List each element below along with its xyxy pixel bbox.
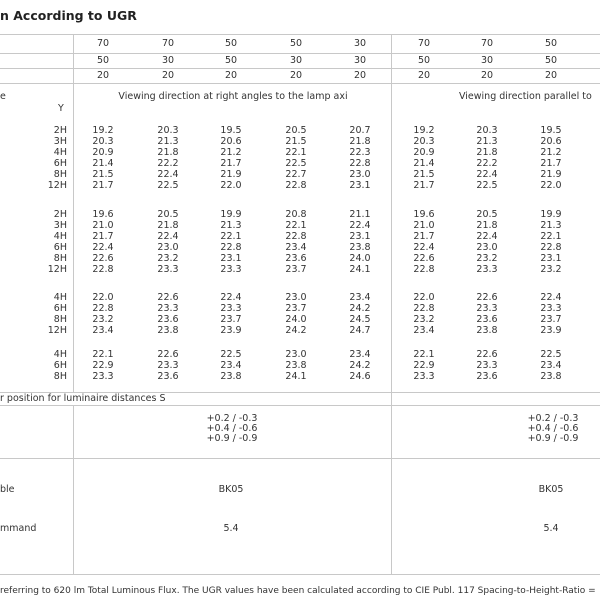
ugr-value-cell: 21.3 xyxy=(476,135,498,147)
ugr-value-cell: 22.4 xyxy=(476,230,498,242)
ugr-value-cell: 22.1 xyxy=(413,349,435,360)
reflectance-cell: 20 xyxy=(480,70,494,81)
correction-value: +0.4 / -0.6 xyxy=(206,423,258,434)
ugr-value-cell: 23.3 xyxy=(476,359,498,371)
reflectance-cell: 70 xyxy=(480,38,494,49)
view-right-angles-label: Viewing direction at right angles to the lamp axi xyxy=(118,91,348,102)
ugr-value-cell: 23.1 xyxy=(220,252,242,264)
reflectance-cell: 20 xyxy=(161,70,175,81)
room-y-value: 12H xyxy=(47,263,67,275)
reflectance-cell: 20 xyxy=(289,70,303,81)
ugr-value-cell: 22.9 xyxy=(413,359,435,371)
ugr-value-cell: 23.8 xyxy=(349,241,371,253)
room-y-value: 6H xyxy=(53,302,67,314)
ugr-value-cell: 23.8 xyxy=(285,359,307,371)
room-y-value: 8H xyxy=(53,370,67,382)
room-y-value: 3H xyxy=(53,219,67,231)
ugr-value-cell: 24.0 xyxy=(285,313,307,325)
ugr-value-cell: 22.1 xyxy=(540,230,562,242)
ugr-value-cell: 24.6 xyxy=(349,370,371,382)
ugr-value-cell: 19.9 xyxy=(540,209,562,220)
ugr-value-cell: 23.2 xyxy=(540,263,562,275)
ugr-value-cell: 22.4 xyxy=(220,292,242,303)
ugr-value-cell: 21.3 xyxy=(540,219,562,231)
divider xyxy=(0,34,600,35)
ugr-value-cell: 23.6 xyxy=(157,313,179,325)
summand-value-right: 5.4 xyxy=(223,523,239,534)
ugr-value-cell: 23.8 xyxy=(540,370,562,382)
ugr-value-cell: 22.5 xyxy=(157,179,179,191)
ugr-value-cell: 20.8 xyxy=(285,209,307,220)
ugr-value-cell: 22.4 xyxy=(413,241,435,253)
ugr-value-cell: 21.0 xyxy=(413,219,435,231)
correction-value: +0.4 / -0.6 xyxy=(527,423,579,434)
room-y-value: 4H xyxy=(53,349,67,360)
ugr-value-cell: 21.8 xyxy=(349,135,371,147)
room-size-label: e xyxy=(0,91,6,102)
ugr-value-cell: 19.6 xyxy=(413,209,435,220)
divider xyxy=(0,458,600,459)
ugr-value-cell: 19.5 xyxy=(220,125,242,136)
ugr-value-cell: 19.2 xyxy=(413,125,435,136)
ugr-value-cell: 19.2 xyxy=(92,125,114,136)
ugr-value-cell: 22.1 xyxy=(285,146,307,158)
reflectance-cell: 30 xyxy=(353,38,367,49)
ugr-value-cell: 24.1 xyxy=(349,263,371,275)
ugr-value-cell: 23.3 xyxy=(540,302,562,314)
correction-value: +0.9 / -0.9 xyxy=(206,433,258,444)
ugr-value-cell: 23.0 xyxy=(349,168,371,180)
ugr-value-cell: 20.9 xyxy=(92,146,114,158)
ugr-value-cell: 21.7 xyxy=(413,230,435,242)
ugr-value-cell: 23.0 xyxy=(476,241,498,253)
ugr-value-cell: 22.9 xyxy=(92,359,114,371)
ugr-value-cell: 23.3 xyxy=(413,370,435,382)
ugr-value-cell: 24.2 xyxy=(285,324,307,336)
ugr-value-cell: 23.4 xyxy=(285,241,307,253)
divider xyxy=(0,574,600,575)
ugr-value-cell: 22.4 xyxy=(157,168,179,180)
ugr-value-cell: 21.8 xyxy=(476,146,498,158)
ugr-value-cell: 20.5 xyxy=(285,125,307,136)
ugr-value-cell: 21.0 xyxy=(92,219,114,231)
ugr-value-cell: 22.5 xyxy=(285,157,307,169)
column-divider xyxy=(73,405,74,574)
ugr-value-cell: 20.6 xyxy=(220,135,242,147)
ugr-value-cell: 21.8 xyxy=(157,219,179,231)
correction-value: +0.2 / -0.3 xyxy=(527,413,579,424)
room-y-value: 4H xyxy=(53,146,67,158)
divider xyxy=(0,68,600,69)
ugr-value-cell: 23.1 xyxy=(540,252,562,264)
ugr-value-cell: 22.6 xyxy=(92,252,114,264)
ugr-value-cell: 22.1 xyxy=(220,230,242,242)
ugr-value-cell: 23.3 xyxy=(92,370,114,382)
ugr-value-cell: 23.3 xyxy=(220,302,242,314)
room-y-value: 8H xyxy=(53,168,67,180)
ugr-value-cell: 20.5 xyxy=(157,209,179,220)
ugr-value-cell: 21.5 xyxy=(92,168,114,180)
ugr-value-cell: 20.9 xyxy=(413,146,435,158)
column-divider xyxy=(391,34,392,574)
ugr-value-cell: 19.9 xyxy=(220,209,242,220)
ugr-value-cell: 21.3 xyxy=(157,135,179,147)
ugr-value-cell: 23.3 xyxy=(476,263,498,275)
reflectance-cell: 50 xyxy=(544,38,558,49)
room-y-value: 12H xyxy=(47,179,67,191)
ugr-value-cell: 20.5 xyxy=(476,209,498,220)
ugr-value-cell: 19.5 xyxy=(540,125,562,136)
ugr-value-cell: 21.5 xyxy=(413,168,435,180)
ugr-value-cell: 22.3 xyxy=(349,146,371,158)
ugr-value-cell: 22.8 xyxy=(92,263,114,275)
reflectance-cell: 50 xyxy=(224,38,238,49)
table-label: ble xyxy=(0,484,15,495)
ugr-value-cell: 23.4 xyxy=(220,359,242,371)
summand-value-parallel: 5.4 xyxy=(543,523,559,534)
divider xyxy=(0,53,600,54)
ugr-value-cell: 24.7 xyxy=(349,324,371,336)
reflectance-cell: 50 xyxy=(96,55,110,66)
ugr-value-cell: 23.4 xyxy=(349,349,371,360)
ugr-value-cell: 22.4 xyxy=(92,241,114,253)
reflectance-cell: 70 xyxy=(96,38,110,49)
ugr-value-cell: 23.4 xyxy=(540,359,562,371)
ugr-value-cell: 23.3 xyxy=(157,359,179,371)
ugr-value-cell: 23.8 xyxy=(157,324,179,336)
view-parallel-label: Viewing direction parallel to xyxy=(459,91,592,102)
ugr-value-cell: 23.7 xyxy=(285,302,307,314)
ugr-value-cell: 22.4 xyxy=(540,292,562,303)
ugr-value-cell: 21.4 xyxy=(92,157,114,169)
room-y-value: 12H xyxy=(47,324,67,336)
table-value-right: BK05 xyxy=(218,484,244,495)
ugr-value-cell: 22.0 xyxy=(92,292,114,303)
ugr-value-cell: 22.6 xyxy=(413,252,435,264)
ugr-value-cell: 23.4 xyxy=(92,324,114,336)
reflectance-cell: 30 xyxy=(353,55,367,66)
ugr-value-cell: 24.1 xyxy=(285,370,307,382)
ugr-value-cell: 21.1 xyxy=(349,209,371,220)
reflectance-cell: 20 xyxy=(353,70,367,81)
ugr-value-cell: 23.6 xyxy=(476,370,498,382)
ugr-value-cell: 23.4 xyxy=(349,292,371,303)
ugr-value-cell: 23.4 xyxy=(413,324,435,336)
ugr-value-cell: 20.3 xyxy=(92,135,114,147)
room-y-value: 4H xyxy=(53,230,67,242)
ugr-value-cell: 21.7 xyxy=(220,157,242,169)
ugr-value-cell: 21.2 xyxy=(540,146,562,158)
ugr-value-cell: 20.3 xyxy=(413,135,435,147)
ugr-value-cell: 22.8 xyxy=(220,241,242,253)
ugr-value-cell: 22.7 xyxy=(285,168,307,180)
ugr-value-cell: 23.6 xyxy=(285,252,307,264)
reflectance-cell: 70 xyxy=(161,38,175,49)
ugr-value-cell: 23.3 xyxy=(157,302,179,314)
summand-label: mmand xyxy=(0,523,37,534)
ugr-value-cell: 23.6 xyxy=(476,313,498,325)
reflectance-cell: 50 xyxy=(224,55,238,66)
footnote: referring to 620 lm Total Luminous Flux. The UGR values have been calculated according to CIE Publ. 117 Spacing-to-Height-Ratio = xyxy=(0,586,596,596)
ugr-value-cell: 22.6 xyxy=(157,292,179,303)
ugr-value-cell: 22.8 xyxy=(92,302,114,314)
ugr-value-cell: 22.0 xyxy=(220,179,242,191)
ugr-value-cell: 20.7 xyxy=(349,125,371,136)
correction-value: +0.9 / -0.9 xyxy=(527,433,579,444)
room-y-value: 8H xyxy=(53,252,67,264)
ugr-value-cell: 22.4 xyxy=(476,168,498,180)
ugr-value-cell: 22.6 xyxy=(476,292,498,303)
correction-value: +0.2 / -0.3 xyxy=(206,413,258,424)
ugr-value-cell: 21.7 xyxy=(92,230,114,242)
ugr-value-cell: 21.2 xyxy=(220,146,242,158)
room-y-value: 6H xyxy=(53,241,67,253)
ugr-value-cell: 22.8 xyxy=(413,263,435,275)
reflectance-cell: 50 xyxy=(544,55,558,66)
reflectance-cell: 20 xyxy=(224,70,238,81)
ugr-value-cell: 23.0 xyxy=(285,349,307,360)
ugr-value-cell: 22.0 xyxy=(540,179,562,191)
ugr-value-cell: 20.3 xyxy=(157,125,179,136)
observer-note: r position for luminaire distances S xyxy=(0,393,166,404)
ugr-value-cell: 24.2 xyxy=(349,302,371,314)
ugr-value-cell: 21.3 xyxy=(220,219,242,231)
reflectance-cell: 70 xyxy=(417,38,431,49)
ugr-value-cell: 22.8 xyxy=(413,302,435,314)
divider xyxy=(0,83,600,84)
ugr-value-cell: 23.9 xyxy=(220,324,242,336)
room-y-value: 4H xyxy=(53,292,67,303)
table-value-parallel: BK05 xyxy=(538,484,564,495)
ugr-value-cell: 23.2 xyxy=(92,313,114,325)
reflectance-cell: 30 xyxy=(161,55,175,66)
ugr-value-cell: 22.0 xyxy=(413,292,435,303)
ugr-value-cell: 22.6 xyxy=(157,349,179,360)
ugr-value-cell: 24.5 xyxy=(349,313,371,325)
ugr-value-cell: 23.1 xyxy=(349,230,371,242)
reflectance-cell: 20 xyxy=(96,70,110,81)
reflectance-cell: 50 xyxy=(417,55,431,66)
reflectance-cell: 20 xyxy=(544,70,558,81)
ugr-value-cell: 23.6 xyxy=(157,370,179,382)
ugr-value-cell: 23.8 xyxy=(476,324,498,336)
ugr-value-cell: 22.2 xyxy=(476,157,498,169)
ugr-value-cell: 22.1 xyxy=(92,349,114,360)
ugr-value-cell: 23.1 xyxy=(349,179,371,191)
ugr-value-cell: 20.3 xyxy=(476,125,498,136)
ugr-value-cell: 21.7 xyxy=(540,157,562,169)
ugr-value-cell: 22.8 xyxy=(349,157,371,169)
ugr-value-cell: 23.2 xyxy=(157,252,179,264)
ugr-value-cell: 22.8 xyxy=(285,230,307,242)
room-y-value: 3H xyxy=(53,135,67,147)
reflectance-cell: 30 xyxy=(289,55,303,66)
ugr-value-cell: 21.8 xyxy=(157,146,179,158)
room-y-value: 6H xyxy=(53,359,67,371)
ugr-value-cell: 23.2 xyxy=(413,313,435,325)
ugr-value-cell: 23.0 xyxy=(157,241,179,253)
ugr-value-cell: 23.7 xyxy=(220,313,242,325)
ugr-value-cell: 21.9 xyxy=(540,168,562,180)
ugr-value-cell: 23.3 xyxy=(157,263,179,275)
ugr-value-cell: 22.4 xyxy=(349,219,371,231)
ugr-value-cell: 21.7 xyxy=(92,179,114,191)
ugr-value-cell: 22.8 xyxy=(540,241,562,253)
ugr-value-cell: 21.4 xyxy=(413,157,435,169)
room-y-value: 6H xyxy=(53,157,67,169)
ugr-value-cell: 22.5 xyxy=(476,179,498,191)
ugr-value-cell: 21.5 xyxy=(285,135,307,147)
ugr-value-cell: 21.8 xyxy=(476,219,498,231)
ugr-value-cell: 20.6 xyxy=(540,135,562,147)
ugr-value-cell: 23.7 xyxy=(285,263,307,275)
ugr-value-cell: 23.3 xyxy=(220,263,242,275)
room-y-value: 8H xyxy=(53,313,67,325)
room-y-value: 2H xyxy=(53,125,67,136)
ugr-value-cell: 22.5 xyxy=(540,349,562,360)
table-title: n According to UGR xyxy=(0,8,137,23)
ugr-value-cell: 22.4 xyxy=(157,230,179,242)
ugr-value-cell: 24.2 xyxy=(349,359,371,371)
ugr-value-cell: 23.3 xyxy=(476,302,498,314)
reflectance-cell: 20 xyxy=(417,70,431,81)
ugr-value-cell: 22.2 xyxy=(157,157,179,169)
reflectance-cell: 30 xyxy=(480,55,494,66)
ugr-value-cell: 23.9 xyxy=(540,324,562,336)
ugr-value-cell: 23.2 xyxy=(476,252,498,264)
ugr-value-cell: 22.5 xyxy=(220,349,242,360)
column-divider xyxy=(73,34,74,392)
divider xyxy=(0,405,600,406)
reflectance-cell: 50 xyxy=(289,38,303,49)
ugr-value-cell: 22.1 xyxy=(285,219,307,231)
ugr-value-cell: 23.7 xyxy=(540,313,562,325)
ugr-value-cell: 21.7 xyxy=(413,179,435,191)
room-y-value: 2H xyxy=(53,209,67,220)
room-y-label: Y xyxy=(58,103,64,114)
ugr-value-cell: 22.6 xyxy=(476,349,498,360)
ugr-value-cell: 21.9 xyxy=(220,168,242,180)
ugr-value-cell: 23.0 xyxy=(285,292,307,303)
ugr-value-cell: 23.8 xyxy=(220,370,242,382)
ugr-value-cell: 19.6 xyxy=(92,209,114,220)
ugr-value-cell: 22.8 xyxy=(285,179,307,191)
ugr-value-cell: 24.0 xyxy=(349,252,371,264)
